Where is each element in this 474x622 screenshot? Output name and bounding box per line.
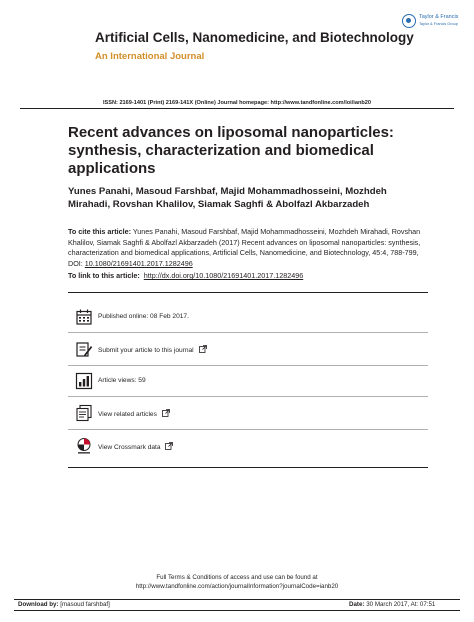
article-views-row bbox=[75, 372, 415, 390]
row-divider bbox=[68, 429, 428, 430]
publisher-logo-icon bbox=[402, 14, 416, 28]
download-date bbox=[349, 601, 435, 608]
header-divider bbox=[20, 108, 454, 109]
published-online-row bbox=[75, 308, 415, 326]
related-articles-row[interactable] bbox=[75, 404, 415, 422]
journal-title: Artificial Cells, Nanomedicine, and Biotechnology bbox=[95, 30, 414, 45]
crossmark-label: View Crossmark data bbox=[98, 444, 161, 451]
download-date-label: Date: bbox=[349, 601, 365, 608]
row-divider bbox=[68, 396, 428, 397]
footer-terms bbox=[0, 574, 474, 591]
article-doi-link[interactable]: http://dx.doi.org/10.1080/21691401.2017.1282496 bbox=[143, 271, 304, 280]
submit-icon bbox=[75, 340, 93, 358]
publisher-logo[interactable] bbox=[402, 12, 464, 36]
published-online-label: Published online: 08 Feb 2017. bbox=[98, 313, 189, 320]
calendar-icon bbox=[75, 308, 93, 326]
external-link-icon bbox=[199, 345, 207, 353]
crossmark-row[interactable] bbox=[75, 437, 415, 455]
article-authors: Yunes Panahi, Masoud Farshbaf, Majid Mohammadhosseini, Mozhdeh Mirahadi, Rovshan Khalilov, Siamak Saghfi & Abolfazl Akbarzadeh bbox=[68, 186, 387, 210]
download-by bbox=[18, 601, 110, 608]
external-link-icon bbox=[162, 409, 170, 417]
footer-terms-line1: Full Terms & Conditions of access and use can be found at bbox=[156, 574, 318, 581]
publisher-name: Taylor & Francis bbox=[419, 14, 459, 20]
journal-subtitle: An International Journal bbox=[95, 51, 205, 62]
related-articles-label: View related articles bbox=[98, 411, 157, 418]
bar-chart-icon bbox=[75, 372, 93, 390]
citation-doi-link[interactable]: 10.1080/21691401.2017.1282496 bbox=[84, 258, 193, 268]
citation-text: Yunes Panahi, Masoud Farshbaf, Majid Mohammadhosseini, Mozhdeh Mirahadi, Rovshan Khalilov, Siamak Saghfi & Abolfazl Akbarzadeh (2017) Recent advances on liposomal nanoparticles: synthesis, characterization and biomedical applications, Artificial Cells, Nanomedicine, and Biotechnology, 45:4, 788-799, DOI: bbox=[68, 227, 421, 268]
crossmark-link[interactable] bbox=[98, 442, 173, 451]
submit-article-link[interactable] bbox=[98, 345, 207, 354]
issn-homepage-line[interactable]: ISSN: 2169-1401 (Print) 2169-141X (Online) Journal homepage: http://www.tandfonline.com/loi/ianb20 bbox=[102, 100, 372, 106]
article-views-label: Article views: 59 bbox=[98, 377, 146, 384]
section-divider bbox=[68, 292, 428, 293]
section-divider bbox=[68, 467, 428, 468]
citation-block bbox=[68, 227, 428, 269]
crossmark-icon bbox=[75, 437, 93, 455]
download-by-label: Download by: bbox=[18, 601, 59, 608]
download-date-value: 30 March 2017, At: 07:51 bbox=[366, 601, 436, 608]
external-link-icon bbox=[165, 442, 173, 450]
row-divider bbox=[68, 332, 428, 333]
citation-label: To cite this article: bbox=[68, 227, 131, 236]
submit-article-row[interactable] bbox=[75, 340, 415, 358]
link-label: To link to this article: bbox=[68, 271, 140, 280]
publisher-tagline: Taylor & Francis Group bbox=[419, 22, 458, 26]
related-articles-icon bbox=[75, 404, 93, 422]
submit-article-label: Submit your article to this journal bbox=[98, 347, 194, 354]
download-by-value: [masoud farshbaf] bbox=[60, 601, 110, 608]
related-articles-link[interactable] bbox=[98, 409, 170, 418]
footer-terms-link[interactable]: http://www.tandfonline.com/action/journalInformation?journalCode=ianb20 bbox=[135, 582, 339, 590]
row-divider bbox=[68, 365, 428, 366]
link-block bbox=[68, 271, 428, 280]
article-title: Recent advances on liposomal nanoparticles: synthesis, characterization and biomedical applications bbox=[68, 124, 394, 177]
download-bar bbox=[14, 599, 460, 611]
